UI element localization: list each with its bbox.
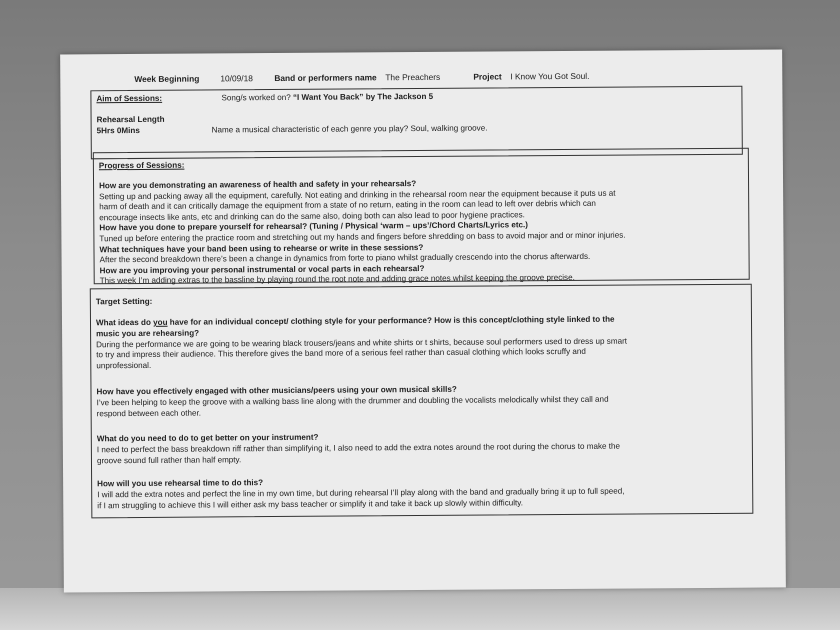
target-question-3: What do you need to do to get better on your instrument? [96, 432, 319, 444]
week-value: 10/09/18 [220, 73, 253, 84]
rehearsal-length-value: 5Hrs 0Mins [96, 125, 140, 136]
target-answer-3-line-2: groove sound full rather than half empty. [96, 454, 242, 465]
project-value: I Know You Got Soul. [510, 70, 590, 82]
target-section-3 [97, 431, 620, 467]
songs-prefix: Song/s worked on? [221, 92, 291, 103]
target-answer-1-line-3: unprofessional. [96, 361, 152, 371]
target-question-1: What ideas do you have for an individual concept/ clothing style for your performance? How is this concept/clothing style linked to the [95, 314, 615, 328]
band-label: Band or performers name [274, 72, 377, 84]
rehearsal-log-sheet [60, 49, 786, 592]
progress-content [99, 178, 626, 288]
target-section-1 [96, 315, 627, 373]
progress-question-2: How have you done to prepare yourself for rehearsal? (Tuning / Physical ‘warm – ups’/Chord Charts/Lyrics etc.) [99, 220, 528, 233]
target-setting-box [90, 284, 754, 519]
target-answer-4-line-1: I will add the extra notes and perfect the line in my own time, but during rehearsal I’ll play along with the band and gradually bring it up to full speed, [97, 486, 625, 500]
target-answer-1-line-1: During the performance we are going to be wearing black trousers/jeans and white shirts or t shirts, because soul performers used to dress up smart [96, 336, 628, 349]
target-section-4 [97, 476, 625, 512]
week-label: Week Beginning [134, 73, 200, 85]
target-answer-4-line-2: if I am struggling to achieve this I will either ask my bass teacher or simplify it and take it back up slowly within difficulty. [97, 497, 524, 510]
target-title: Target Setting: [95, 296, 153, 307]
target-answer-2-line-1: I’ve been helping to keep the groove with a walking bass line along with the drummer and doubling the vocalists melodically whilst they call and [96, 394, 609, 408]
songs-worked-on [221, 92, 433, 104]
target-answer-1-line-2: to try and impress their audience. This therefore gives the band more of a serious feel rather than casual clothing which looks scruffy and [96, 347, 586, 360]
progress-question-3: What techniques have your band been using to rehearse or write in these sessions? [99, 242, 424, 254]
progress-answer-1-line-3: encourage insects like ants, etc and drinking can do the same also, doing both can also lead to poor hygiene practices. [99, 210, 525, 223]
genre-characteristic: Name a musical characteristic of each genre you play? Soul, walking groove. [211, 123, 488, 135]
songs-value: “I Want You Back” by The Jackson 5 [292, 91, 434, 102]
progress-question-4: How are you improving your personal instrumental or vocal parts in each rehearsal? [99, 263, 425, 276]
desk-surface [0, 588, 840, 630]
target-question-2: How have you effectively engaged with other musicians/peers using your own musical skills? [96, 384, 457, 397]
target-question-4: How will you use rehearsal time to do this? [97, 478, 264, 489]
project-label: Project [473, 71, 502, 82]
progress-of-sessions-box [93, 148, 750, 285]
progress-answer-1-line-2: harm of death and it can critically damage the equipment from a state of no return, eating in the room can lead to left over debris which can [99, 198, 596, 212]
target-answer-3-line-1: I need to perfect the bass breakdown riff rather than simplifying it, I also need to add the extra notes around the root during the chorus to make the [96, 441, 621, 455]
target-section-2 [96, 384, 608, 420]
progress-answer-2: Tuned up before entering the practice room and stretching out my hands and fingers before shredding on bass to avoid major and or minor injuries. [99, 230, 626, 244]
band-value: The Preachers [385, 71, 441, 83]
progress-answer-1-line-1: Setting up and packing away all the equipment, carefully. Not eating and drinking in the rehearsal room near the equipment because it puts us at [99, 188, 616, 201]
aim-title: Aim of Sessions: [96, 93, 163, 104]
target-question-1-line-2: music you are rehearsing? [96, 328, 200, 339]
rehearsal-length-label: Rehearsal Length [96, 114, 165, 125]
progress-answer-4: This week I’m adding extras to the bassline by playing round the root note and adding grace notes whilst keeping the groove precise. [99, 273, 575, 286]
target-answer-2-line-2: respond between each other. [96, 408, 202, 418]
progress-answer-3: After the second breakdown there’s been a change in dynamics from forte to piano whilst gradually crescendo into the chorus afterwards. [99, 251, 591, 265]
progress-question-1: How are you demonstrating an awareness of health and safety in your rehearsals? [99, 179, 417, 191]
progress-title: Progress of Sessions: [98, 160, 185, 171]
